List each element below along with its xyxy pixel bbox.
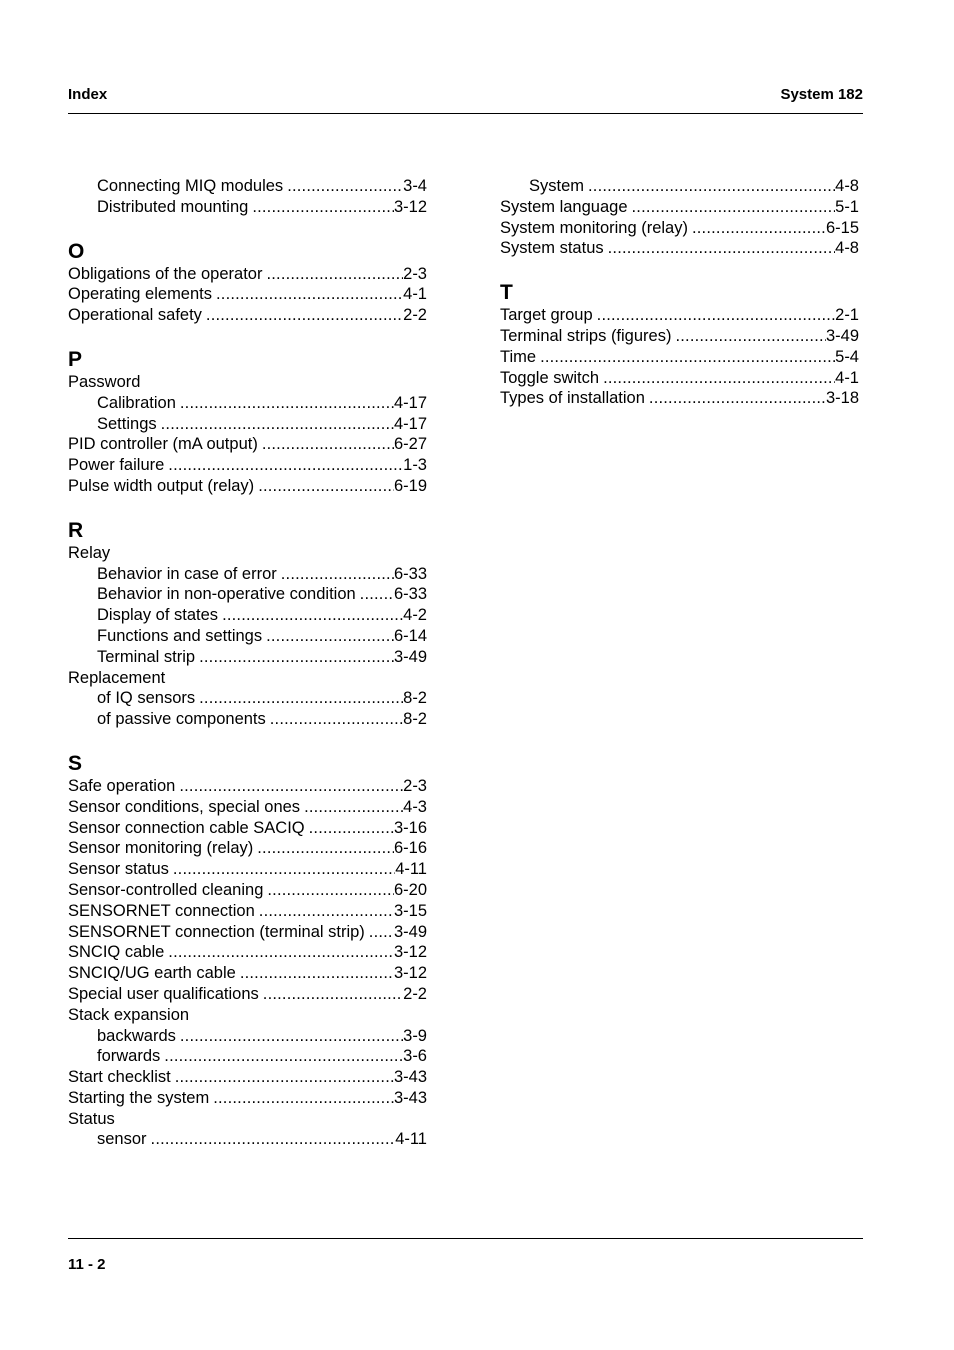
dot-leader <box>283 176 403 197</box>
page-number: 11 - 2 <box>68 1256 106 1273</box>
index-page-ref: 4-2 <box>403 606 427 625</box>
index-page-ref: 6-15 <box>825 218 859 237</box>
dot-leader <box>140 372 427 393</box>
index-page-ref: 3-6 <box>403 1047 427 1066</box>
index-letter-heading: P <box>68 347 83 371</box>
index-page-ref: 4-3 <box>403 797 427 816</box>
dot-leader <box>212 284 403 305</box>
index-entry <box>500 218 859 239</box>
index-term: SNCIQ/UG earth cable <box>68 964 236 983</box>
index-term: Status <box>68 1109 115 1128</box>
index-page-ref: 4-11 <box>395 860 427 879</box>
dot-leader <box>160 1046 403 1067</box>
index-entry <box>68 901 427 922</box>
dot-leader <box>253 838 394 859</box>
index-page-ref: 3-18 <box>825 389 859 408</box>
index-entry <box>68 942 427 963</box>
index-term: Calibration <box>97 393 176 412</box>
dot-leader <box>599 368 835 389</box>
index-subentry <box>68 197 427 218</box>
index-entry <box>500 388 859 409</box>
index-term: Stack expansion <box>68 1005 190 1024</box>
page-header <box>68 86 863 106</box>
index-page-ref: 6-16 <box>393 839 427 858</box>
dot-leader <box>165 668 427 689</box>
index-page-ref: 2-2 <box>403 306 427 325</box>
index-page-ref: 1-3 <box>403 456 427 475</box>
dot-leader <box>365 922 394 943</box>
index-subentry <box>68 709 427 730</box>
header-section-title: Index <box>68 86 108 103</box>
index-page-ref: 4-11 <box>395 1130 427 1149</box>
index-term: SENSORNET connection (terminal strip) <box>68 922 365 941</box>
index-term: System monitoring (relay) <box>500 218 688 237</box>
index-page-ref: 4-1 <box>403 285 427 304</box>
index-term: Display of states <box>97 606 219 625</box>
index-page-ref: 5-1 <box>835 197 859 216</box>
index-subentry <box>68 1046 427 1067</box>
index-term: Time <box>500 347 537 366</box>
dot-leader <box>356 584 394 605</box>
index-term: Sensor conditions, special ones <box>68 797 301 816</box>
index-page-ref: 8-2 <box>403 710 427 729</box>
index-page-ref: 5-4 <box>835 347 859 366</box>
index-entry <box>68 668 427 689</box>
dot-leader <box>255 901 394 922</box>
index-term: forwards <box>97 1047 161 1066</box>
index-term: Sensor status <box>68 860 169 879</box>
index-subentry <box>68 688 427 709</box>
index-term: System <box>529 177 585 195</box>
dot-leader <box>195 688 403 709</box>
index-entry <box>68 1109 427 1130</box>
index-subentry <box>68 414 427 435</box>
index-page-ref: 4-8 <box>835 177 859 195</box>
index-entry <box>68 264 427 285</box>
index-term: backwards <box>97 1026 176 1045</box>
footer-rule <box>68 1238 863 1239</box>
index-entry <box>68 476 427 497</box>
index-term: Starting the system <box>68 1088 210 1107</box>
dot-leader <box>236 963 394 984</box>
index-entry <box>68 305 427 326</box>
index-subentry <box>68 605 427 626</box>
index-entry <box>68 880 427 901</box>
dot-leader <box>536 347 835 368</box>
dot-leader <box>189 1005 427 1026</box>
dot-leader <box>164 942 394 963</box>
index-term: Functions and settings <box>97 626 263 645</box>
index-page-ref: 3-16 <box>393 818 427 837</box>
index-subentry <box>68 1026 427 1047</box>
index-term: Terminal strip <box>97 647 196 666</box>
index-entry <box>68 797 427 818</box>
index-term: of IQ sensors <box>97 689 196 708</box>
index-term: Safe operation <box>68 776 176 795</box>
dot-leader <box>176 393 394 414</box>
index-term: System language <box>500 197 628 216</box>
index-term: Sensor monitoring (relay) <box>68 839 254 858</box>
index-term: Relay <box>68 543 111 562</box>
index-page-ref: 3-49 <box>393 647 427 666</box>
index-term: Sensor-controlled cleaning <box>68 880 264 899</box>
index-term: Operational safety <box>68 306 202 325</box>
index-entry <box>68 984 427 1005</box>
index-entry <box>500 347 859 368</box>
dot-leader <box>254 476 394 497</box>
dot-leader <box>175 776 403 797</box>
index-entry <box>68 776 427 797</box>
index-column-left <box>68 176 427 1150</box>
index-letter-heading: R <box>68 518 84 542</box>
index-term: Password <box>68 372 141 391</box>
dot-leader <box>157 414 394 435</box>
index-page-ref: 2-3 <box>403 776 427 795</box>
index-letter-heading: T <box>500 281 513 305</box>
index-page-ref: 3-43 <box>393 1088 427 1107</box>
index-page-ref: 4-17 <box>393 414 427 433</box>
index-page-ref: 4-8 <box>835 239 859 258</box>
index-page-ref: 3-49 <box>825 326 859 345</box>
index-term: System status <box>500 239 604 258</box>
index-term: Target group <box>500 306 593 325</box>
index-subentry <box>500 176 859 197</box>
index-entry <box>68 1067 427 1088</box>
index-term: Types of installation <box>500 389 645 408</box>
dot-leader <box>628 197 836 218</box>
index-page-ref: 6-33 <box>393 564 427 583</box>
index-subentry <box>68 176 427 197</box>
index-subentry <box>68 1129 427 1150</box>
index-page-ref: 4-17 <box>393 393 427 412</box>
dot-leader <box>110 543 427 564</box>
dot-leader <box>262 264 403 285</box>
dot-leader <box>263 880 394 901</box>
index-entry <box>68 1005 427 1026</box>
dot-leader <box>258 434 394 455</box>
dot-leader <box>259 984 403 1005</box>
index-entry <box>68 284 427 305</box>
index-term: Sensor connection cable SACIQ <box>68 818 305 837</box>
index-subentry <box>68 584 427 605</box>
index-term: Toggle switch <box>500 368 600 387</box>
dot-leader <box>688 218 826 239</box>
dot-leader <box>164 455 403 476</box>
dot-leader <box>604 238 836 259</box>
dot-leader <box>209 1088 394 1109</box>
dot-leader <box>584 176 835 197</box>
index-page-ref: 2-1 <box>835 306 859 325</box>
index-entry <box>68 434 427 455</box>
index-term: Distributed mounting <box>97 197 249 216</box>
index-term: Start checklist <box>68 1068 171 1087</box>
index-subentry <box>68 647 427 668</box>
index-entry <box>500 238 859 259</box>
index-page-ref: 3-49 <box>393 922 427 941</box>
index-page-ref: 3-43 <box>393 1068 427 1087</box>
index-entry <box>500 326 859 347</box>
index-term: Behavior in case of error <box>97 564 277 583</box>
index-page-ref: 6-14 <box>393 626 427 645</box>
index-term: sensor <box>97 1130 147 1149</box>
index-page-ref: 3-15 <box>393 901 427 920</box>
index-term: Replacement <box>68 668 166 687</box>
index-page-ref: 3-4 <box>403 177 427 195</box>
index-entry <box>68 859 427 880</box>
dot-leader <box>305 818 394 839</box>
index-letter-heading: O <box>68 239 85 263</box>
index-term: Behavior in non-operative condition <box>97 585 356 604</box>
index-page-ref: 6-19 <box>393 476 427 495</box>
dot-leader <box>176 1026 403 1047</box>
index-entry <box>500 368 859 389</box>
dot-leader <box>171 1067 394 1088</box>
dot-leader <box>115 1109 427 1130</box>
index-subentry <box>68 564 427 585</box>
header-rule <box>68 113 863 114</box>
index-term: Terminal strips (figures) <box>500 326 672 345</box>
index-term: SNCIQ cable <box>68 943 165 962</box>
index-page-ref: 8-2 <box>403 689 427 708</box>
index-subentry <box>68 626 427 647</box>
index-page-ref: 2-3 <box>403 264 427 283</box>
index-entry <box>68 372 427 393</box>
index-page-ref: 3-12 <box>393 197 427 216</box>
index-entry <box>68 963 427 984</box>
dot-leader <box>169 859 395 880</box>
index-entry <box>68 838 427 859</box>
index-entry <box>500 305 859 326</box>
index-term: Pulse width output (relay) <box>68 476 255 495</box>
dot-leader <box>147 1129 396 1150</box>
index-page-ref: 6-20 <box>393 880 427 899</box>
index-entry <box>68 1088 427 1109</box>
index-page-ref: 6-33 <box>393 585 427 604</box>
index-term: Settings <box>97 414 157 433</box>
dot-leader <box>248 197 394 218</box>
index-column-right <box>500 176 859 409</box>
index-page-ref: 2-2 <box>403 984 427 1003</box>
index-page-ref: 4-1 <box>835 368 859 387</box>
dot-leader <box>593 305 835 326</box>
index-letter-heading: S <box>68 751 83 775</box>
dot-leader <box>266 709 403 730</box>
dot-leader <box>218 605 403 626</box>
dot-leader <box>195 647 394 668</box>
dot-leader <box>300 797 403 818</box>
dot-leader <box>671 326 826 347</box>
index-term: SENSORNET connection <box>68 901 255 920</box>
index-term: Special user qualifications <box>68 984 259 1003</box>
index-term: Power failure <box>68 456 165 475</box>
index-term: Obligations of the operator <box>68 264 263 283</box>
index-entry <box>68 922 427 943</box>
index-subentry <box>68 393 427 414</box>
index-entry <box>68 818 427 839</box>
dot-leader <box>277 564 394 585</box>
dot-leader <box>262 626 394 647</box>
index-term: Connecting MIQ modules <box>97 177 284 195</box>
index-entry <box>68 543 427 564</box>
index-term: PID controller (mA output) <box>68 435 258 454</box>
index-page-ref: 6-27 <box>393 435 427 454</box>
index-term: of passive components <box>97 710 266 729</box>
index-entry <box>68 455 427 476</box>
index-page-ref: 3-12 <box>393 964 427 983</box>
index-page-ref: 3-12 <box>393 943 427 962</box>
index-term: Operating elements <box>68 285 212 304</box>
index-page-ref: 3-9 <box>403 1026 427 1045</box>
dot-leader <box>202 305 403 326</box>
dot-leader <box>645 388 826 409</box>
header-document-title: System 182 <box>780 86 863 103</box>
index-entry <box>500 197 859 218</box>
